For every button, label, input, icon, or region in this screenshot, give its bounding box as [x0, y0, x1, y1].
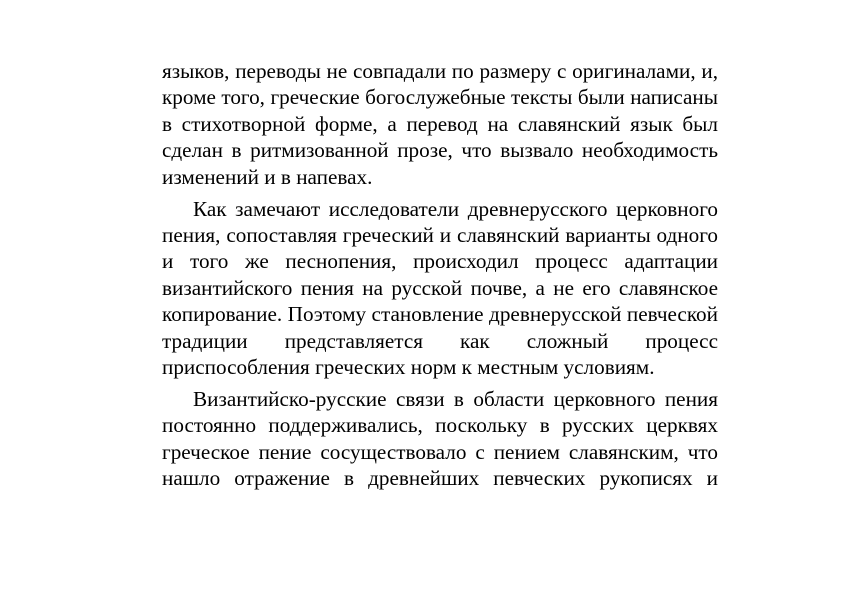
paragraph-continuation: языков, переводы не совпадали по размеру с оригиналами, и, кроме того, греческие богослужебные тексты были написаны в стихотворной форме, а перевод на славянский язык был сделан в ритмизованной прозе, что вызвало необходимость изменений и в напевах. [162, 59, 718, 189]
paragraph-researchers: Как замечают исследователи древнерусского церковного пения, сопоставляя греческий и славянский варианты одного и того же песнопения, происходил процесс адаптации византийского пения на русской почве, а не его славянское копирование. Поэтому становление древнерусской певческой традиции представляется как сложный процесс приспособления греческих норм к местным условиям. [162, 196, 718, 379]
paragraph-byzantine-russian-ties: Византийско-русские связи в области церковного пения постоянно поддерживались, поскольку в русских церквях греческое пение сосуществовало с пением славянским, что нашло отражение в древнейших певческих рукописях и [162, 386, 718, 491]
body-text [162, 58, 718, 492]
